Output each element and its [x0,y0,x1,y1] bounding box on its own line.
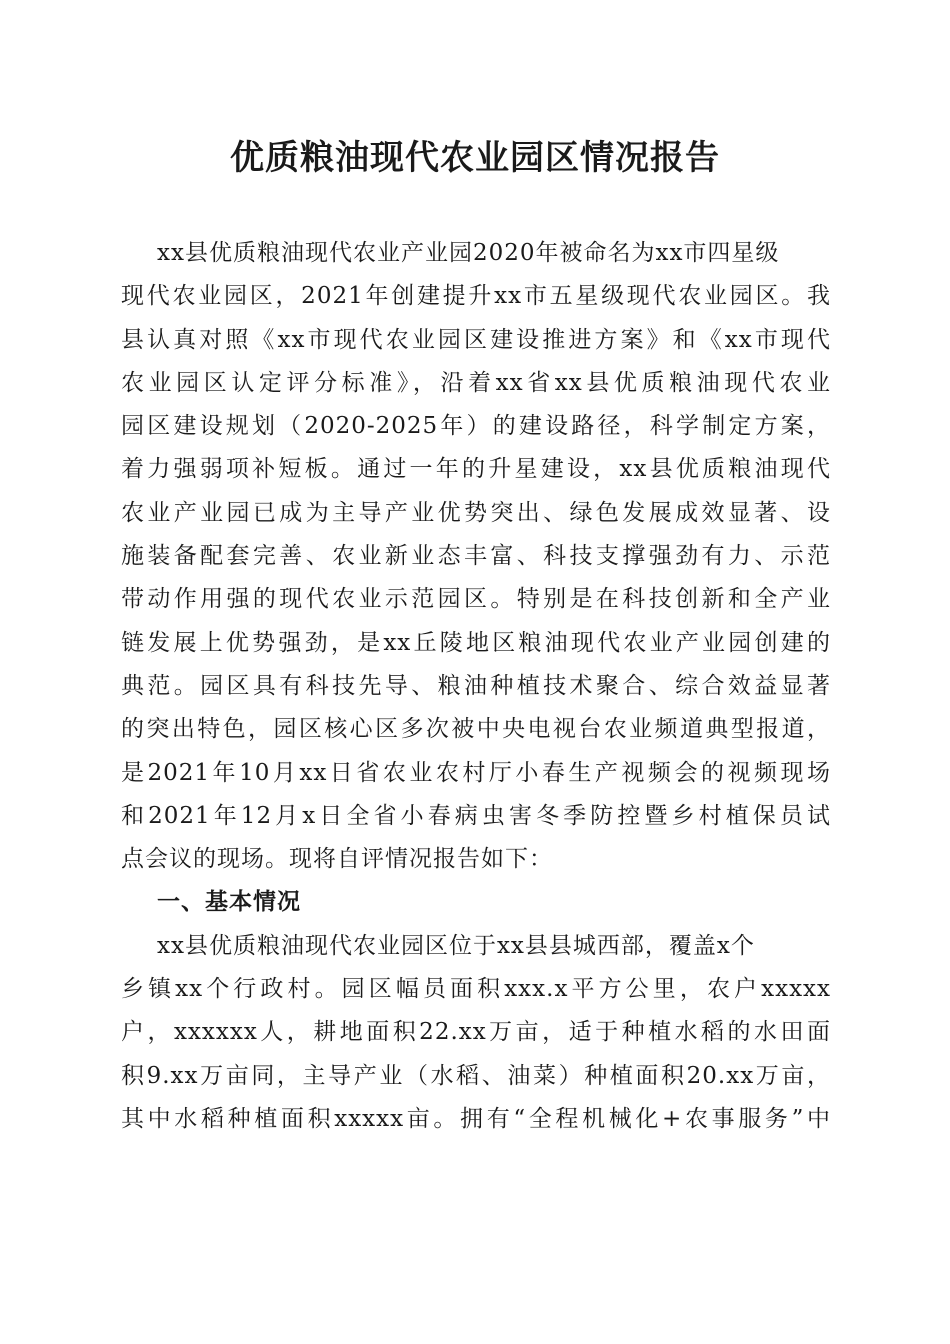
section-line: 其中水稻种植面积xxxxx亩。拥有“全程机械化+农事服务”中 [121,1105,831,1132]
intro-line: 带动作用强的现代农业示范园区。特别是在科技创新和全产业 [121,586,831,613]
intro-line: 和2021年12月x日全省小春病虫害冬季防控暨乡村植保员试 [121,802,831,829]
intro-line: 农业园区认定评分标准》，沿着xx省xx县优质粮油现代农业 [121,369,831,396]
intro-line: 链发展上优势强劲，是xx丘陵地区粮油现代农业产业园创建的 [121,629,831,656]
document-body [121,232,831,1141]
intro-line: 的突出特色，园区核心区多次被中央电视台农业频道典型报道， [121,716,831,743]
document-title: 优质粮油现代农业园区情况报告 [230,138,720,178]
intro-line: 现代农业园区，2021年创建提升xx市五星级现代农业园区。我 [121,283,831,310]
intro-line: 点会议的现场。现将自评情况报告如下： [121,846,553,873]
intro-line: 施装备配套完善、农业新业态丰富、科技支撑强劲有力、示范 [121,543,831,570]
intro-line: xx县优质粮油现代农业产业园2020年被命名为xx市四星级 [157,240,780,266]
intro-line: 典范。园区具有科技先导、粮油种植技术聚合、综合效益显著 [121,672,831,699]
intro-line: 着力强弱项补短板。通过一年的升星建设，xx县优质粮油现代 [121,456,831,483]
section-line: 乡镇xx个行政村。园区幅员面积xxx.x平方公里，农户xxxxx [121,976,831,1003]
section-line: xx县优质粮油现代农业园区位于xx县县城西部，覆盖x个 [157,932,755,959]
intro-line: 园区建设规划（2020-2025年）的建设路径，科学制定方案， [121,413,831,440]
intro-line: 农业产业园已成为主导产业优势突出、绿色发展成效显著、设 [121,499,831,526]
section-line: 户，xxxxxx人，耕地面积22.xx万亩，适于种植水稻的水田面 [121,1019,831,1046]
intro-line: 是2021年10月xx日省农业农村厅小春生产视频会的视频现场 [121,759,831,786]
intro-line: 县认真对照《xx市现代农业园区建设推进方案》和《xx市现代 [121,326,831,353]
section-heading: 一、基本情况 [157,889,301,916]
section-line: 积9.xx万亩同，主导产业（水稻、油菜）种植面积20.xx万亩， [121,1062,831,1089]
